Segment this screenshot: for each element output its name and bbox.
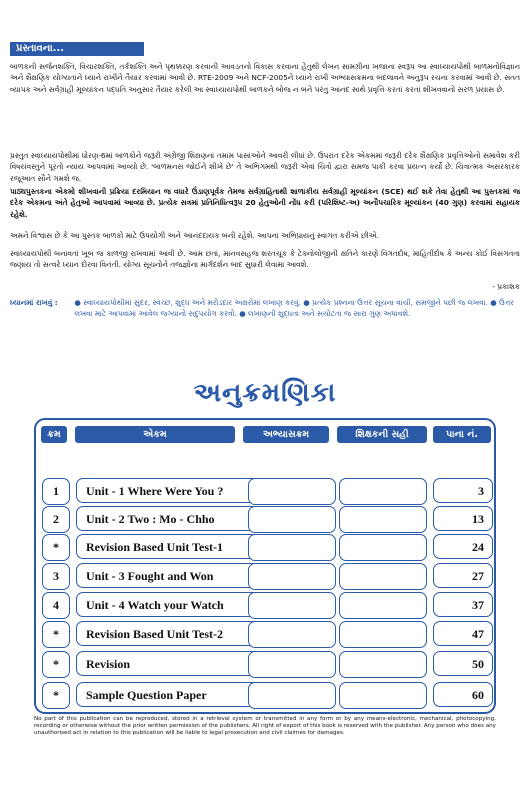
toc-row-num: 2 bbox=[42, 506, 70, 533]
preface-banner: પ્રસ્તાવના... bbox=[10, 42, 144, 56]
toc-header-page: પાના નં. bbox=[433, 426, 491, 443]
preface-paragraph-3: પાઠ્યપુસ્તકના એકમો શીખવાની પ્રક્રિયા દરમિયાન જ વધારે ઉંડાણપૂર્વક તેમજ સર્વગ્રાહિતાથી શાળાકીય સર્વગ્રાહી મૂલ્યાંકન (SCE) થઈ શકે તેવા હેતુથી આ પુસ્તકમાં જ દરેક એકમના અંતે હેતુઓ આપવામાં આવ્યા છે. પ્રત્યેક સત્રમાં પ્રતિનિધિત્વરૂપ 20 હેતુઓની નોંધ કરી (પરિશિષ્ટ-અ) અનૌપચારિક મૂલ્યાંકન (40 ગુણ) કરવામાં સહાયક રહેશે. bbox=[10, 187, 520, 219]
toc-row-page: 60 bbox=[433, 682, 493, 707]
toc-row-num: 4 bbox=[42, 592, 70, 619]
copyright-notice: No part of this publication can be reproduced, stored in a retrieval system or transmitted in any form or by any means-electronic, mechanical, photocopying, recording or otherwise without the prior written permission of the publishers. All right of export of this book is reserved with the publisher. Any person who does any unauthorised act in relation to this publication will be liable to legal prosecution and civil claimes for damages. bbox=[34, 716, 496, 736]
note-label: ધ્યાનમાં રાખવું : bbox=[10, 298, 58, 307]
toc-row-unit: Revision Based Unit Test-1 bbox=[76, 534, 270, 559]
toc-row-study-cell bbox=[248, 592, 336, 619]
preface-paragraph-1: બાળકની સર્જનશક્તિ, વિચારશક્તિ, તર્કશક્તિ અને પૃથક્કરણ કરવાની આવડતનો વિકાસ કરવાના હેતુથી લેખન સામગ્રીના ખજાના સ્વરૂપ આ સ્વાધ્યાયપોથી બાળમનોવિજ્ઞાન અને શૈક્ષણિક યોગ્યતાને ધ્યાને રાખીને તૈયાર કરવામાં આવી છે. RTE-2009 અને NCF-2005ને ધ્યાને રાખી અભ્યાસક્રમના બદલાવને અનુરૂપ રચના કરવામાં આવી છે. સતત વ્યાપક અને સર્વગ્રાહી મૂલ્યાંકન પદ્ધતિ અનુસાર તૈયાર કરેલી આ સ્વાધ્યાયપોથી બાળકને બોજ ન બને પરંતુ આનંદ સાથે પ્રવૃત્તિ કરતાં કરતાં શીખવવાનો સરળ પ્રયાસ છે. bbox=[10, 62, 520, 94]
toc-row-num: * bbox=[42, 534, 70, 561]
toc-row-teacher-cell bbox=[339, 534, 427, 561]
preface-paragraph-2: પ્રસ્તુત સ્વાધ્યાયપોથીમાં ધોરણ-6માં બાળકોને જરૂરી અંગ્રેજી શિક્ષણનાં તમામ પાસાંઓને આવરી લીધાં છે. ઉપરાંત દરેક એકમમાં જરૂરી દરેક શૈક્ષણિક પ્રવૃત્તિઓનો સમાવેશ કરી વિષયવસ્તુને પૂરતો ન્યાય આપવામાં આવ્યો છે. 'બાળમનસ જોઈને શીખે છે' તે અભિગમથી જરૂરી એવાં ચિત્રો દ્વારા સમજ પાકી કરવા પ્રયત્ન કર્યો છે. ચિત્રાત્મક અસરકારક રજૂઆત સૌને ગમશે જ. bbox=[10, 151, 520, 183]
toc-row bbox=[42, 506, 492, 533]
toc-row-page: 27 bbox=[433, 563, 493, 588]
toc-row-page: 3 bbox=[433, 478, 493, 503]
toc-row-teacher-cell bbox=[339, 506, 427, 533]
toc-row-teacher-cell bbox=[339, 621, 427, 648]
toc-row-num: * bbox=[42, 682, 70, 709]
publisher-signature: - પ્રકાશક bbox=[492, 282, 520, 291]
toc-row-teacher-cell bbox=[339, 651, 427, 678]
toc-row bbox=[42, 478, 492, 505]
toc-row-num: * bbox=[42, 651, 70, 678]
toc-row-num: * bbox=[42, 621, 70, 648]
toc-row-page: 37 bbox=[433, 592, 493, 617]
toc-row bbox=[42, 682, 492, 709]
toc-row-teacher-cell bbox=[339, 478, 427, 505]
toc-row-page: 50 bbox=[433, 651, 493, 676]
toc-row-unit: Unit - 2 Two : Mo - Chho bbox=[76, 506, 270, 531]
preface-paragraph-5: સ્વાધ્યાયપોથી બનાવતાં ખૂબ જ કાળજી રાખવામાં આવી છે. આમ છતાં, માનવસહજ શરતચૂક કે ટેક્નોલોજીની ક્ષતિને કારણે વિગતદોષ, માહિતીદોષ કે અન્ય કોઈ વિસંગતતા જણાય તો સત્વરે ધ્યાન દોરવા વિનંતી. યોગ્ય સૂચનોને તજજ્ઞોના માર્ગદર્શન બાદ સુધારી લેવામાં આવશે. bbox=[10, 249, 520, 270]
toc-row-num: 1 bbox=[42, 478, 70, 505]
preface-paragraph-4: અમને વિશ્વાસ છે કે આ પુસ્તક બાળકો માટે ઉપયોગી અને આનંદદાયક બની રહેશે. આપના અભિપ્રાયનું સ્વાગત કરીએ છીએ. bbox=[10, 231, 379, 240]
toc-row-num: 3 bbox=[42, 563, 70, 590]
toc-row-unit: Revision Based Unit Test-2 bbox=[76, 621, 270, 646]
toc-title: અનુક્રમણિકા bbox=[193, 378, 337, 408]
toc-row-unit: Revision bbox=[76, 651, 270, 676]
toc-row-page: 47 bbox=[433, 621, 493, 646]
toc-row bbox=[42, 651, 492, 678]
toc-row-unit: Sample Question Paper bbox=[76, 682, 270, 707]
toc-row-page: 24 bbox=[433, 534, 493, 559]
toc-header-unit: એકમ bbox=[75, 426, 235, 443]
toc-row-study-cell bbox=[248, 651, 336, 678]
toc-row-study-cell bbox=[248, 682, 336, 709]
toc-row-teacher-cell bbox=[339, 682, 427, 709]
toc-row bbox=[42, 592, 492, 619]
toc-row-unit: Unit - 3 Fought and Won bbox=[76, 563, 270, 588]
toc-header-study: અભ્યાસક્રમ bbox=[243, 426, 329, 443]
note-text: ● સ્વાધ્યાયપોથીમાં સુંદર, સ્વચ્છ, શુદ્ધ અને મરોડદાર અક્ષરોમાં લખાણ કરવું. ● પ્રત્યેક પ્રશ્નના ઉત્તર સૂચના વાંચી, સમજીને પછી જ લખવા. ● ઉત્તર લખવા માટે આપવામાં આવેલ જગ્યાનો સદુપયોગ કરવો. ● લખાણની શુદ્ધતા અને સચોટતા જ સારા ગુણ અપાવશે. bbox=[74, 298, 515, 319]
toc-row-study-cell bbox=[248, 563, 336, 590]
toc-row bbox=[42, 621, 492, 648]
toc-row-unit: Unit - 4 Watch your Watch bbox=[76, 592, 270, 617]
toc-row-study-cell bbox=[248, 506, 336, 533]
toc-row-study-cell bbox=[248, 534, 336, 561]
toc-header-num: ક્રમ bbox=[41, 426, 67, 443]
toc-row-teacher-cell bbox=[339, 592, 427, 619]
toc-row-teacher-cell bbox=[339, 563, 427, 590]
toc-row-study-cell bbox=[248, 621, 336, 648]
toc-row-unit: Unit - 1 Where Were You ? bbox=[76, 478, 270, 503]
toc-header-teacher: શિક્ષકની સહી bbox=[337, 426, 427, 443]
toc-row bbox=[42, 534, 492, 561]
toc-row-page: 13 bbox=[433, 506, 493, 531]
toc-row-study-cell bbox=[248, 478, 336, 505]
note-block bbox=[10, 297, 520, 320]
toc-row bbox=[42, 563, 492, 590]
